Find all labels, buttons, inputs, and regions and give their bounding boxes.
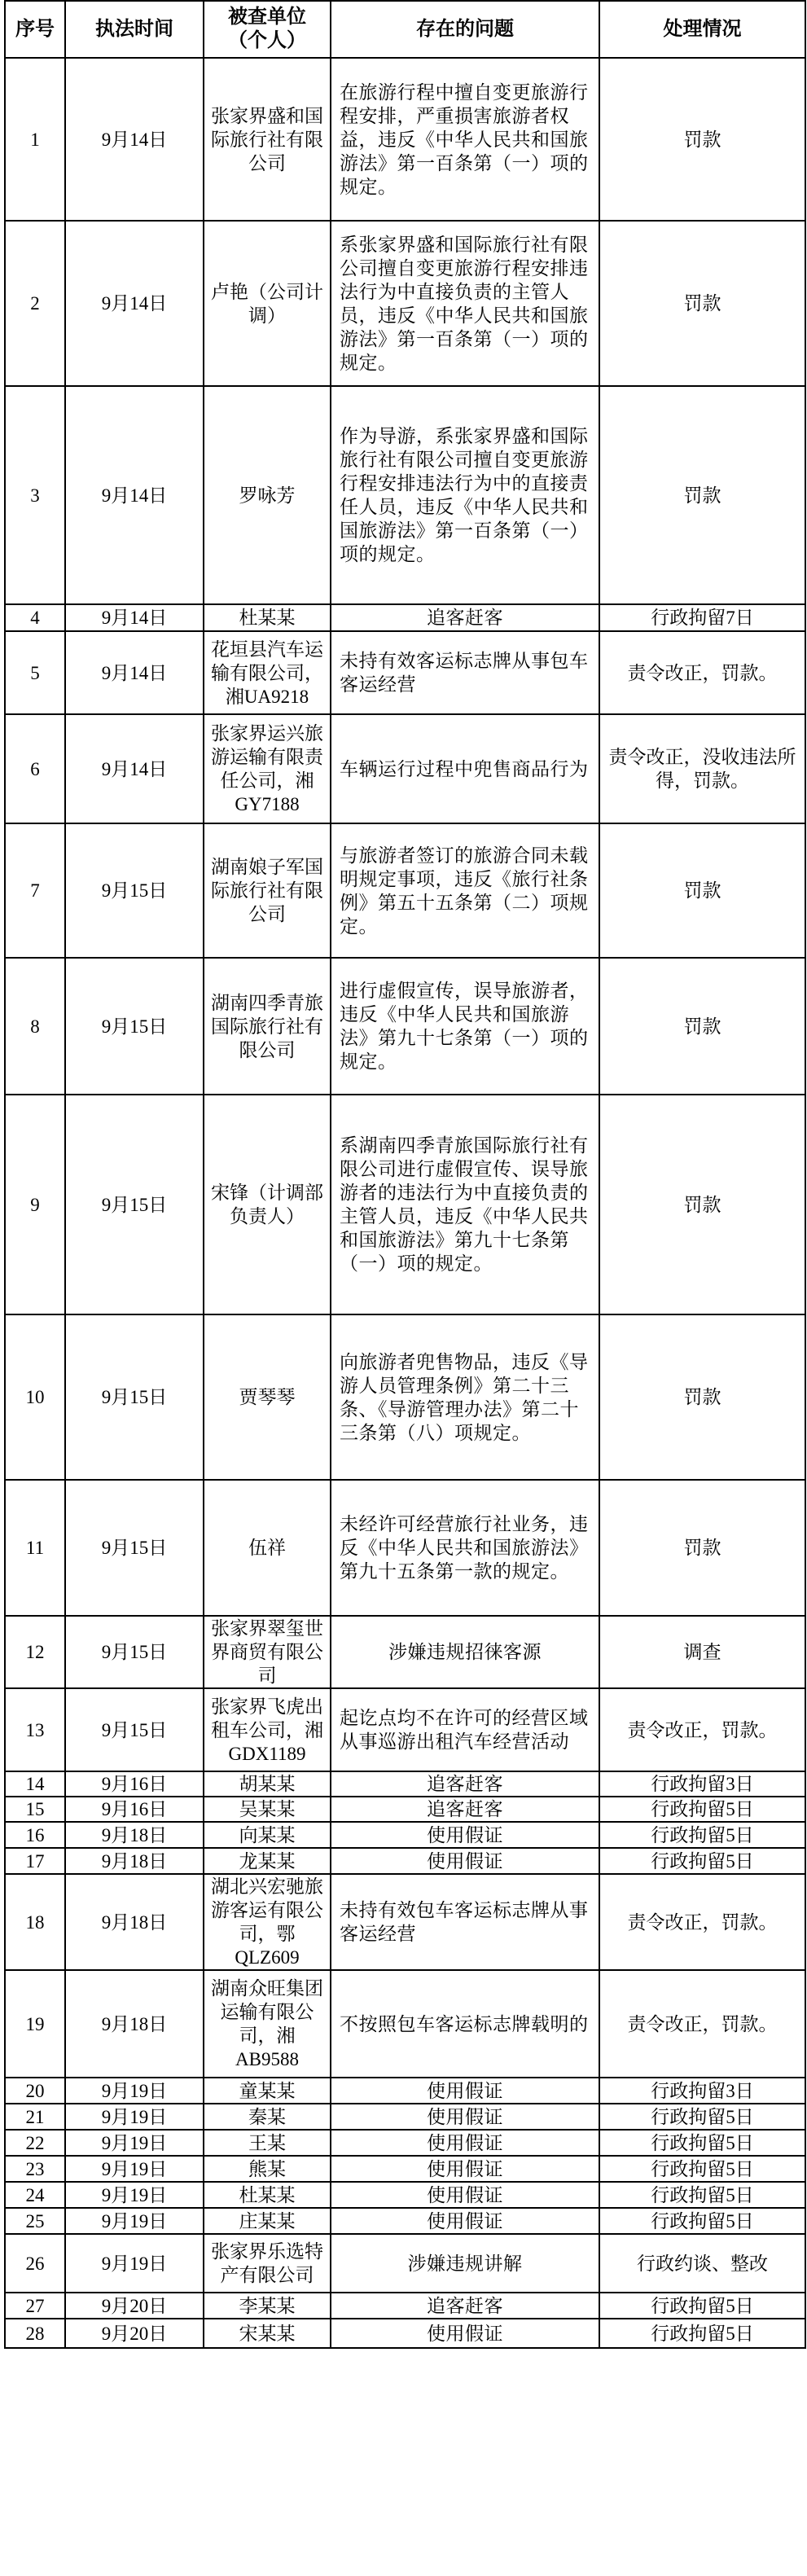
cell-serial: 6 (5, 714, 65, 823)
cell-issue: 车辆运行过程中兜售商品行为 (331, 714, 599, 823)
cell-date: 9月18日 (65, 1874, 204, 1970)
table-row (5, 1688, 805, 1771)
cell-serial: 9 (5, 1095, 65, 1314)
cell-date: 9月18日 (65, 1848, 204, 1874)
cell-serial: 19 (5, 1970, 65, 2078)
table-row (5, 2234, 805, 2293)
table-row (5, 1970, 805, 2078)
header-unit: 被查单位（个人） (204, 1, 331, 58)
cell-issue: 使用假证 (331, 1822, 599, 1848)
cell-result: 罚款 (599, 823, 805, 958)
cell-unit: 胡某某 (204, 1771, 331, 1797)
cell-result: 行政拘留5日 (599, 2182, 805, 2208)
cell-unit: 贾琴琴 (204, 1314, 331, 1480)
cell-date: 9月16日 (65, 1771, 204, 1797)
header-result: 处理情况 (599, 1, 805, 58)
table-row (5, 2319, 805, 2348)
cell-date: 9月18日 (65, 1970, 204, 2078)
cell-unit: 伍祥 (204, 1480, 331, 1616)
cell-serial: 12 (5, 1616, 65, 1688)
cell-date: 9月15日 (65, 1616, 204, 1688)
cell-result: 行政拘留3日 (599, 1771, 805, 1797)
cell-serial: 14 (5, 1771, 65, 1797)
cell-issue: 系湖南四季青旅国际旅行社有限公司进行虚假宣传、误导旅游者的违法行为中直接负责的主管人员，违反《中华人民共和国旅游法》第九十七条第（一）项的规定。 (331, 1095, 599, 1314)
cell-serial: 23 (5, 2156, 65, 2182)
table-row (5, 1874, 805, 1970)
cell-issue: 涉嫌违规招徕客源 (331, 1616, 599, 1688)
table-row (5, 631, 805, 714)
header-row (5, 1, 805, 58)
cell-issue: 使用假证 (331, 2104, 599, 2130)
table-row (5, 1771, 805, 1797)
cell-serial: 3 (5, 386, 65, 604)
cell-date: 9月19日 (65, 2182, 204, 2208)
cell-result: 罚款 (599, 58, 805, 221)
cell-date: 9月19日 (65, 2208, 204, 2234)
cell-unit: 庄某某 (204, 2208, 331, 2234)
cell-date: 9月15日 (65, 1095, 204, 1314)
cell-serial: 11 (5, 1480, 65, 1616)
cell-date: 9月14日 (65, 386, 204, 604)
cell-result: 罚款 (599, 386, 805, 604)
cell-serial: 2 (5, 221, 65, 386)
cell-date: 9月15日 (65, 1480, 204, 1616)
cell-result: 行政拘留3日 (599, 2078, 805, 2104)
header-date: 执法时间 (65, 1, 204, 58)
cell-issue: 未持有效包车客运标志牌从事客运经营 (331, 1874, 599, 1970)
table-row (5, 1314, 805, 1480)
table-row (5, 604, 805, 631)
cell-issue: 作为导游，系张家界盛和国际旅行社有限公司擅自变更旅游行程安排违法行为中的直接责任人员，违反《中华人民共和国旅游法》第一百条第（一）项的规定。 (331, 386, 599, 604)
cell-serial: 7 (5, 823, 65, 958)
cell-result: 责令改正，罚款。 (599, 1970, 805, 2078)
cell-date: 9月15日 (65, 1314, 204, 1480)
cell-serial: 21 (5, 2104, 65, 2130)
cell-result: 行政拘留5日 (599, 2208, 805, 2234)
header-issue: 存在的问题 (331, 1, 599, 58)
cell-date: 9月14日 (65, 714, 204, 823)
cell-unit: 张家界乐选特产有限公司 (204, 2234, 331, 2293)
cell-date: 9月14日 (65, 58, 204, 221)
cell-result: 罚款 (599, 958, 805, 1095)
table-row (5, 958, 805, 1095)
cell-date: 9月15日 (65, 958, 204, 1095)
cell-unit: 花垣县汽车运输有限公司，湘UA9218 (204, 631, 331, 714)
table-row (5, 2293, 805, 2319)
cell-unit: 秦某 (204, 2104, 331, 2130)
cell-issue: 使用假证 (331, 2208, 599, 2234)
cell-unit: 湖南娘子军国际旅行社有限公司 (204, 823, 331, 958)
cell-issue: 追客赶客 (331, 1797, 599, 1822)
cell-serial: 1 (5, 58, 65, 221)
cell-unit: 罗咏芳 (204, 386, 331, 604)
cell-result: 行政拘留5日 (599, 1797, 805, 1822)
cell-result: 罚款 (599, 1095, 805, 1314)
cell-issue: 向旅游者兜售物品，违反《导游人员管理条例》第二十三条、《导游管理办法》第二十三条第（八）项规定。 (331, 1314, 599, 1480)
cell-issue: 进行虚假宣传，误导旅游者，违反《中华人民共和国旅游法》第九十七条第（一）项的规定。 (331, 958, 599, 1095)
cell-result: 罚款 (599, 1480, 805, 1616)
cell-serial: 10 (5, 1314, 65, 1480)
table-row (5, 714, 805, 823)
cell-unit: 熊某 (204, 2156, 331, 2182)
cell-issue: 使用假证 (331, 1848, 599, 1874)
cell-serial: 24 (5, 2182, 65, 2208)
cell-unit: 吴某某 (204, 1797, 331, 1822)
cell-serial: 8 (5, 958, 65, 1095)
cell-issue: 使用假证 (331, 2130, 599, 2156)
table-row (5, 2208, 805, 2234)
cell-result: 责令改正，罚款。 (599, 631, 805, 714)
cell-unit: 童某某 (204, 2078, 331, 2104)
cell-unit: 向某某 (204, 1822, 331, 1848)
table-row (5, 2182, 805, 2208)
table-row (5, 2078, 805, 2104)
cell-unit: 湖南四季青旅国际旅行社有限公司 (204, 958, 331, 1095)
cell-issue: 在旅游行程中擅自变更旅游行程安排，严重损害旅游者权益，违反《中华人民共和国旅游法》第一百条第（一）项的规定。 (331, 58, 599, 221)
table-row (5, 2156, 805, 2182)
cell-serial: 5 (5, 631, 65, 714)
cell-serial: 4 (5, 604, 65, 631)
table-row (5, 221, 805, 386)
cell-date: 9月15日 (65, 823, 204, 958)
cell-result: 行政拘留5日 (599, 2293, 805, 2319)
cell-issue: 未持有效客运标志牌从事包车客运经营 (331, 631, 599, 714)
table-row (5, 1822, 805, 1848)
cell-date: 9月18日 (65, 1822, 204, 1848)
cell-result: 责令改正，罚款。 (599, 1874, 805, 1970)
cell-issue: 使用假证 (331, 2319, 599, 2348)
table-row (5, 2104, 805, 2130)
cell-unit: 宋锋（计调部负责人） (204, 1095, 331, 1314)
cell-date: 9月20日 (65, 2319, 204, 2348)
cell-unit: 王某 (204, 2130, 331, 2156)
cell-issue: 追客赶客 (331, 1771, 599, 1797)
cell-date: 9月19日 (65, 2156, 204, 2182)
cell-unit: 卢艳（公司计调） (204, 221, 331, 386)
cell-serial: 15 (5, 1797, 65, 1822)
cell-date: 9月15日 (65, 1688, 204, 1771)
cell-serial: 13 (5, 1688, 65, 1771)
table-row (5, 1848, 805, 1874)
cell-result: 行政拘留5日 (599, 1822, 805, 1848)
cell-date: 9月14日 (65, 221, 204, 386)
cell-unit: 张家界运兴旅游运输有限责任公司，湘GY7188 (204, 714, 331, 823)
header-serial: 序号 (5, 1, 65, 58)
cell-unit: 杜某某 (204, 604, 331, 631)
cell-result: 调查 (599, 1616, 805, 1688)
cell-unit: 宋某某 (204, 2319, 331, 2348)
table-row (5, 823, 805, 958)
table-row (5, 58, 805, 221)
cell-issue: 与旅游者签订的旅游合同未载明规定事项，违反《旅行社条例》第五十五条第（二）项规定。 (331, 823, 599, 958)
cell-issue: 追客赶客 (331, 2293, 599, 2319)
cell-result: 行政拘留5日 (599, 1848, 805, 1874)
table-row (5, 1480, 805, 1616)
cell-issue: 使用假证 (331, 2182, 599, 2208)
table-row (5, 2130, 805, 2156)
cell-date: 9月19日 (65, 2078, 204, 2104)
cell-unit: 李某某 (204, 2293, 331, 2319)
cell-date: 9月14日 (65, 604, 204, 631)
cell-issue: 使用假证 (331, 2156, 599, 2182)
table-row (5, 1616, 805, 1688)
cell-unit: 湖北兴宏驰旅游客运有限公司，鄂QLZ609 (204, 1874, 331, 1970)
cell-unit: 张家界盛和国际旅行社有限公司 (204, 58, 331, 221)
cell-unit: 杜某某 (204, 2182, 331, 2208)
cell-serial: 28 (5, 2319, 65, 2348)
cell-result: 罚款 (599, 1314, 805, 1480)
cell-serial: 22 (5, 2130, 65, 2156)
cell-serial: 26 (5, 2234, 65, 2293)
cell-result: 行政拘留5日 (599, 2104, 805, 2130)
table-row (5, 386, 805, 604)
table-body (5, 58, 805, 2348)
cell-serial: 25 (5, 2208, 65, 2234)
cell-result: 行政拘留5日 (599, 2130, 805, 2156)
cell-serial: 18 (5, 1874, 65, 1970)
cell-serial: 17 (5, 1848, 65, 1874)
cell-date: 9月14日 (65, 631, 204, 714)
cell-result: 罚款 (599, 221, 805, 386)
cell-date: 9月20日 (65, 2293, 204, 2319)
cell-result: 责令改正，罚款。 (599, 1688, 805, 1771)
cell-result: 行政拘留5日 (599, 2156, 805, 2182)
cell-result: 行政拘留5日 (599, 2319, 805, 2348)
cell-date: 9月19日 (65, 2234, 204, 2293)
cell-result: 行政约谈、整改 (599, 2234, 805, 2293)
cell-unit: 张家界翠玺世界商贸有限公司 (204, 1616, 331, 1688)
cell-serial: 16 (5, 1822, 65, 1848)
cell-serial: 27 (5, 2293, 65, 2319)
cell-issue: 未经许可经营旅行社业务，违反《中华人民共和国旅游法》第九十五条第一款的规定。 (331, 1480, 599, 1616)
table-row (5, 1095, 805, 1314)
cell-issue: 系张家界盛和国际旅行社有限公司擅自变更旅游行程安排违法行为中直接负责的主管人员，违反《中华人民共和国旅游法》第一百条第（一）项的规定。 (331, 221, 599, 386)
cell-date: 9月19日 (65, 2130, 204, 2156)
cell-unit: 湖南众旺集团运输有限公司，湘AB9588 (204, 1970, 331, 2078)
cell-issue: 涉嫌违规讲解 (331, 2234, 599, 2293)
cell-unit: 张家界飞虎出租车公司，湘GDX1189 (204, 1688, 331, 1771)
cell-result: 责令改正，没收违法所得，罚款。 (599, 714, 805, 823)
cell-issue: 不按照包车客运标志牌载明的 (331, 1970, 599, 2078)
cell-result: 行政拘留7日 (599, 604, 805, 631)
cell-date: 9月19日 (65, 2104, 204, 2130)
cell-unit: 龙某某 (204, 1848, 331, 1874)
cell-issue: 起讫点均不在许可的经营区域从事巡游出租汽车经营活动 (331, 1688, 599, 1771)
table-row (5, 1797, 805, 1822)
cell-serial: 20 (5, 2078, 65, 2104)
enforcement-table (4, 0, 806, 2349)
cell-issue: 追客赶客 (331, 604, 599, 631)
cell-date: 9月16日 (65, 1797, 204, 1822)
cell-issue: 使用假证 (331, 2078, 599, 2104)
